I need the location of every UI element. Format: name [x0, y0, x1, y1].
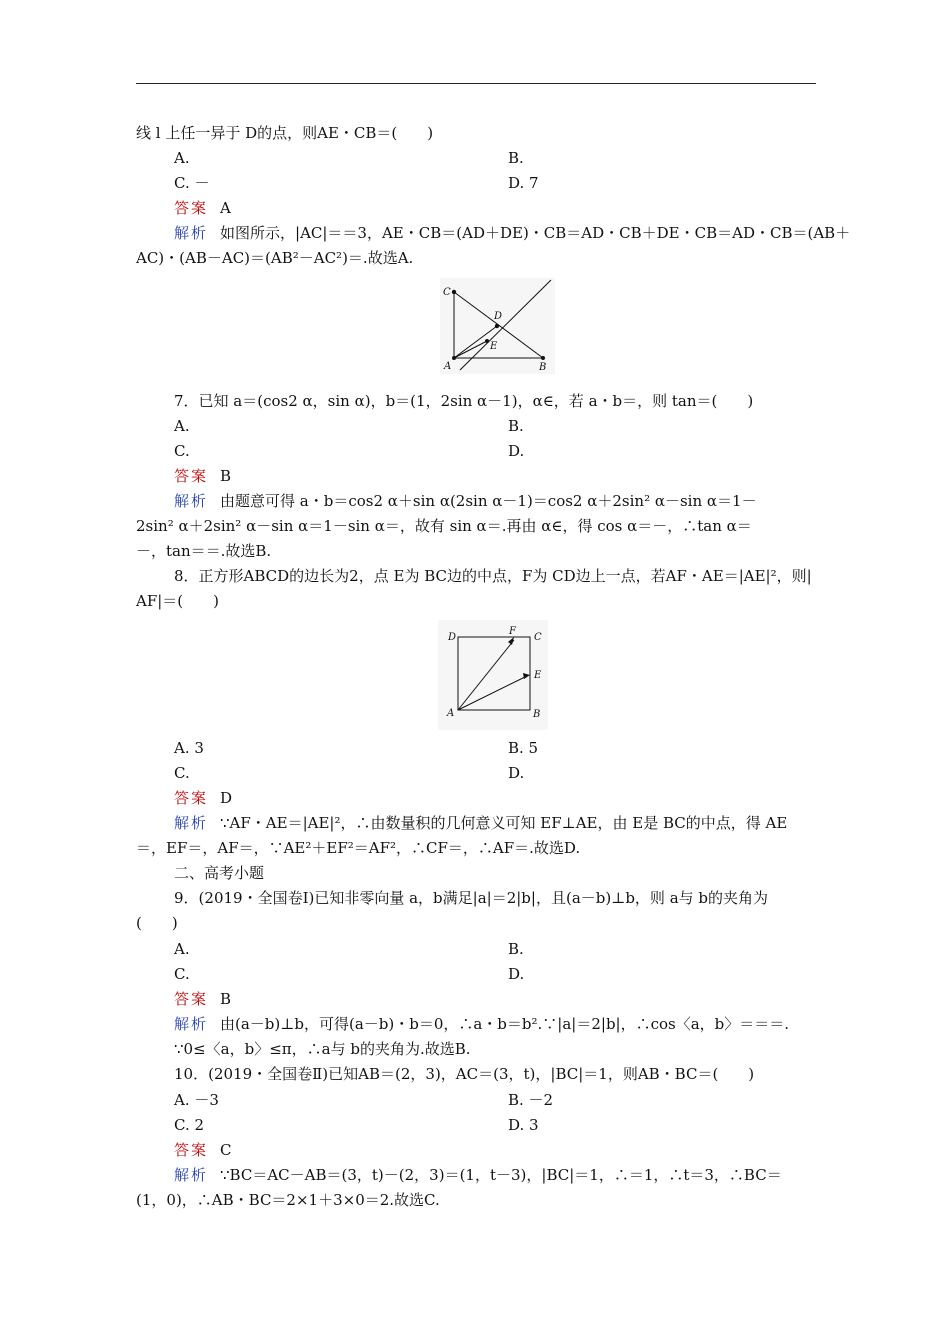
label-b: B	[539, 362, 547, 373]
explanation-label: 解析	[174, 814, 209, 832]
label-e: E	[534, 670, 542, 681]
q10-option-d: D. 3	[508, 1116, 539, 1134]
q9-answer	[174, 990, 231, 1008]
header-rule	[136, 83, 816, 84]
q6-answer	[174, 199, 231, 217]
q9-explanation	[174, 1015, 789, 1033]
q6-explanation	[174, 224, 850, 242]
answer-label: 答案	[174, 467, 209, 485]
point-b	[541, 356, 545, 360]
q10-explanation-line2: (1，0)，∴AB・BC＝2×1＋3×0＝2.故选C.	[136, 1191, 440, 1209]
explanation-text: ∵BC＝AC－AB＝(3，t)－(2，3)＝(1，t－3)，|BC|＝1，∴＝1，∴t＝3，∴BC＝	[220, 1166, 782, 1184]
q10-stem: 10．(2019・全国卷Ⅱ)已知AB＝(2，3)，AC＝(3，t)，|BC|＝1，则AB・BC＝( )	[174, 1065, 755, 1083]
q10-option-b: B. －2	[508, 1091, 554, 1109]
q9-explanation-line2: ∵0≤〈a，b〉≤π，∴a与 b的夹角为.故选B.	[174, 1040, 471, 1058]
label-e: E	[490, 341, 498, 352]
q7-explanation-line2: 2sin² α＋2sin² α－sin α＝1－sin α＝，故有 sin α＝.再由 α∈，得 cos α＝－，∴tan α＝	[136, 517, 752, 535]
q6-option-d: D. 7	[508, 174, 539, 192]
q8-option-b: B. 5	[508, 739, 539, 757]
point-a	[452, 356, 456, 360]
explanation-label: 解析	[174, 492, 209, 510]
q8-stem-line2: AF|＝( )	[136, 592, 219, 610]
q10-explanation	[174, 1166, 782, 1184]
q7-option-c: C.	[174, 442, 190, 460]
q9-option-b: B.	[508, 940, 524, 958]
q9-option-a: A.	[174, 940, 190, 958]
q7-option-a: A.	[174, 417, 190, 435]
q8-option-d: D.	[508, 764, 525, 782]
q6-option-c: C. －	[174, 174, 210, 192]
q7-option-b: B.	[508, 417, 524, 435]
q9-stem-line2: ( )	[136, 914, 178, 932]
q8-explanation	[174, 814, 787, 832]
answer-value: C	[220, 1141, 232, 1159]
point-e	[485, 339, 489, 343]
q6-explanation-line2: AC)・(AB－AC)＝(AB²－AC²)＝.故选A.	[136, 249, 414, 267]
answer-value: D	[220, 789, 233, 807]
label-c: C	[443, 287, 451, 298]
label-f: F	[509, 626, 516, 637]
q6-option-a: A.	[174, 149, 190, 167]
point-c	[452, 290, 456, 294]
answer-label: 答案	[174, 990, 209, 1008]
answer-value: B	[220, 990, 232, 1008]
label-d: D	[494, 311, 503, 322]
q7-answer	[174, 467, 231, 485]
q8-option-a: A. 3	[174, 739, 204, 757]
label-d: D	[448, 632, 457, 643]
label-a: A	[444, 361, 452, 372]
q9-option-d: D.	[508, 965, 525, 983]
explanation-text: ∵AF・AE＝|AE|²，∴由数量积的几何意义可知 EF⊥AE，由 E是 BC的中点，得 AE	[220, 814, 788, 832]
q7-explanation-line3: －，tan＝＝.故选B.	[136, 542, 272, 560]
answer-label: 答案	[174, 199, 209, 217]
explanation-text: 由(a－b)⊥b，可得(a－b)・b＝0，∴a・b＝b².∵|a|＝2|b|，∴cos〈a，b〉＝＝＝.	[220, 1015, 790, 1033]
explanation-text: 如图所示，|AC|＝＝3，AE・CB＝(AD＋DE)・CB＝AD・CB＋DE・CB＝AD・CB＝(AB＋	[220, 224, 851, 242]
explanation-label: 解析	[174, 1166, 209, 1184]
q9-option-c: C.	[174, 965, 190, 983]
explanation-label: 解析	[174, 224, 209, 242]
label-a: A	[447, 708, 455, 719]
q8-stem: 8．正方形ABCD的边长为2，点 E为 BC边的中点，F为 CD边上一点，若AF・AE＝|AE|²，则|	[174, 567, 812, 585]
label-c: C	[534, 632, 542, 643]
answer-label: 答案	[174, 789, 209, 807]
q6-figure	[440, 278, 555, 374]
explanation-label: 解析	[174, 1015, 209, 1033]
q7-option-d: D.	[508, 442, 525, 460]
q10-answer	[174, 1141, 232, 1159]
q8-answer	[174, 789, 232, 807]
point-d	[495, 324, 499, 328]
q7-stem: 7．已知 a＝(cos2 α，sin α)，b＝(1，2sin α－1)，α∈，若 a・b＝，则 tan＝( )	[174, 392, 754, 410]
explanation-text: 由题意可得 a・b＝cos2 α＋sin α(2sin α－1)＝cos2 α＋2sin² α－sin α＝1－	[220, 492, 757, 510]
label-b: B	[533, 709, 541, 720]
q7-explanation	[174, 492, 757, 510]
q8-figure	[438, 620, 548, 730]
q8-explanation-line2: ＝，EF＝，AF＝，∵AE²＋EF²＝AF²，∴CF＝，∴AF＝.故选D.	[136, 839, 581, 857]
q6-option-b: B.	[508, 149, 524, 167]
section-heading: 二、高考小题	[174, 864, 265, 882]
q8-option-c: C.	[174, 764, 190, 782]
q10-option-a: A. －3	[174, 1091, 219, 1109]
answer-value: B	[220, 467, 232, 485]
answer-label: 答案	[174, 1141, 209, 1159]
answer-value: A	[220, 199, 231, 217]
q6-stem: 线 l 上任一异于 D的点，则AE・CB＝( )	[136, 124, 434, 142]
q9-stem: 9．(2019・全国卷Ⅰ)已知非零向量 a，b满足|a|＝2|b|，且(a－b)⊥b，则 a与 b的夹角为	[174, 889, 769, 907]
q10-option-c: C. 2	[174, 1116, 205, 1134]
